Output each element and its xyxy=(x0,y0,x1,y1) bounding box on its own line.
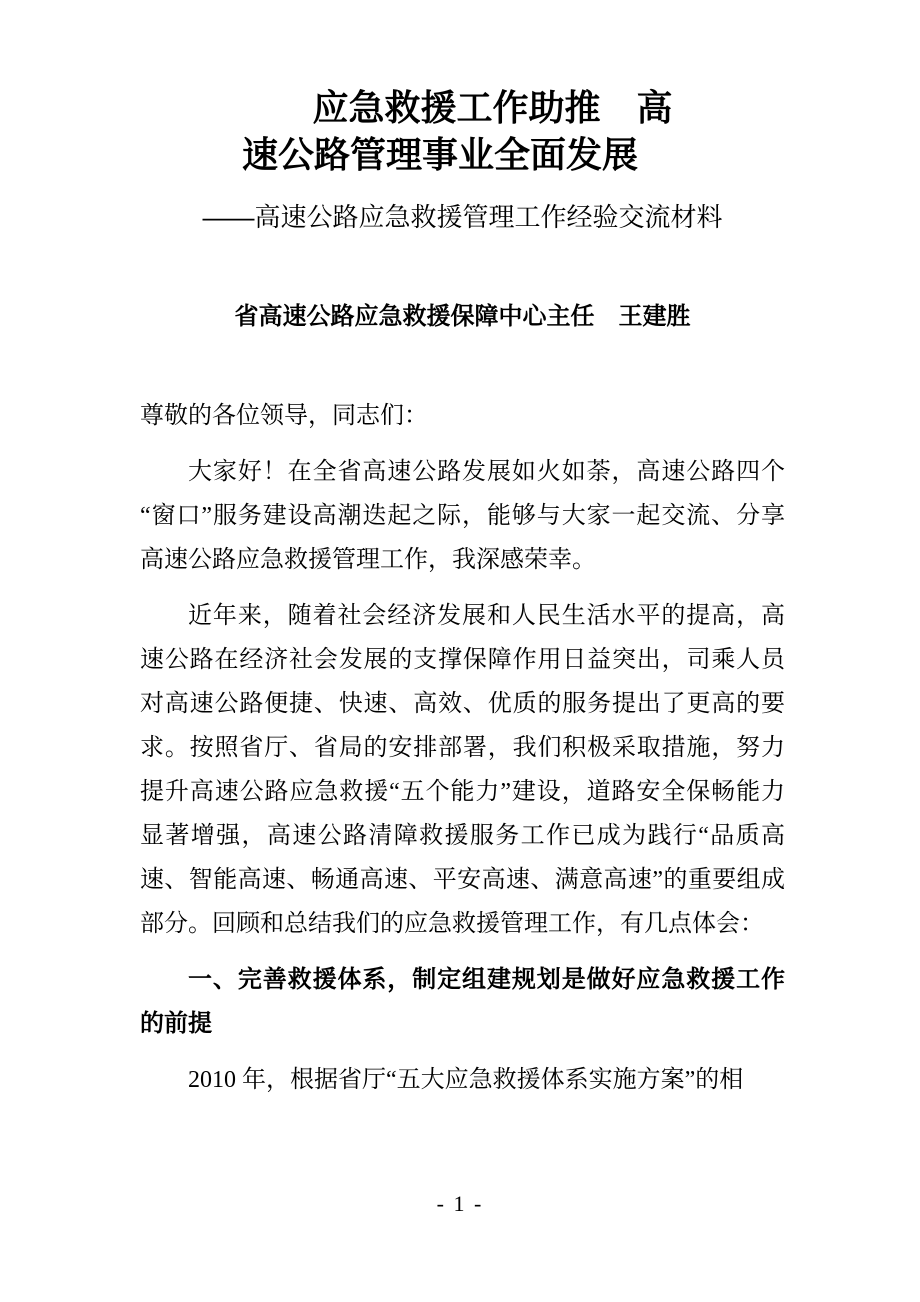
page-number: - 1 - xyxy=(436,1191,484,1216)
document-title xyxy=(140,84,740,178)
author-byline: 省高速公路应急救援保障中心主任 王建胜 xyxy=(234,304,691,330)
intro-paragraph: 大家好！在全省高速公路发展如火如荼，高速公路四个“窗口”服务建设高潮迭起之际，能够与大家一起交流、分享高速公路应急救援管理工作，我深感荣幸。 xyxy=(140,459,785,573)
title-line-2: 速公路管理事业全面发展 xyxy=(241,134,638,175)
document-subtitle: ——高速公路应急救援管理工作经验交流材料 xyxy=(202,202,723,232)
title-line-1: 应急救援工作助推 高 xyxy=(312,87,673,128)
section-1-heading: 一、完善救援体系，制定组建规划是做好应急救援工作的前提 xyxy=(140,966,785,1037)
background-paragraph: 近年来，随着社会经济发展和人民生活水平的提高，高速公路在经济社会发展的支撑保障作用日益突出，司乘人员对高速公路便捷、快速、高效、优质的服务提出了更高的要求。按照省厅、省局的安排部署，我们积极采取措施，努力提升高速公路应急救援“五个能力”建设，道路安全保畅能力显著增强，高速公路清障救援服务工作已成为践行“品质高速、智能高速、畅通高速、平安高速、满意高速”的重要组成部分。回顾和总结我们的应急救援管理工作，有几点体会： xyxy=(140,603,785,937)
section-1-opening-paragraph: 2010 年，根据省厅“五大应急救援体系实施方案”的相 xyxy=(188,1067,744,1093)
document-body xyxy=(140,394,785,1102)
salutation-paragraph: 尊敬的各位领导，同志们： xyxy=(140,403,428,429)
